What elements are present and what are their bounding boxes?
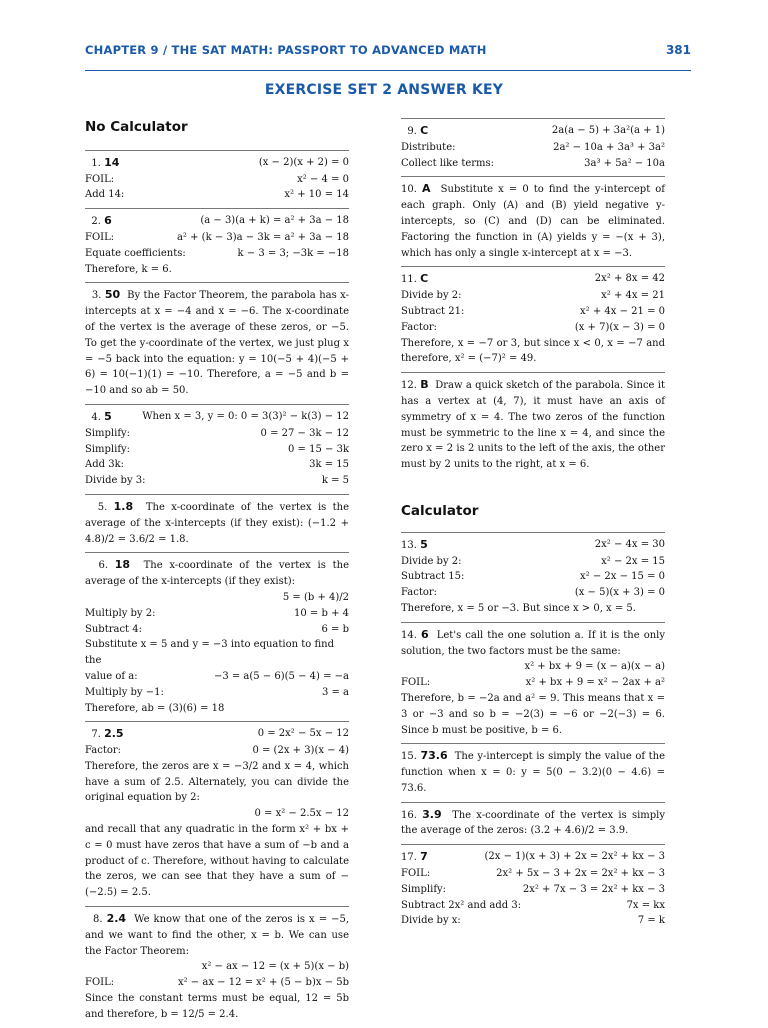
answer-value: 5: [104, 409, 112, 423]
answer-13: 13. 5 2x² − 4x = 30 Divide by 2: x² − 2x = 15 Subtract 15: x² − 2x − 15 = 0 Factor: (x − 5)(x + 3) = 0 Therefore, x = 5 or −3. But since x > 0, x = 5.: [401, 532, 665, 622]
answer-value: 6: [104, 214, 112, 228]
answer-11: 11. C 2x² + 8x = 42 Divide by 2: x² + 4x = 21 Subtract 21: x² + 4x − 21 = 0 Factor: (x + 7)(x − 3) = 0 Therefore, x = −7 or 3, but since x < 0, x = −7 and therefore, x² = (−7)² = 49.: [401, 266, 665, 372]
section-heading-calculator: Calculator: [401, 502, 479, 519]
chapter-title: CHAPTER 9 / THE SAT MATH: PASSPORT TO ADVANCED MATH: [85, 43, 487, 57]
section-heading-no-calculator: No Calculator: [85, 119, 188, 135]
answer-value: 5: [420, 537, 428, 551]
answer-value: A: [421, 182, 431, 196]
answer-8: 8. 2.4 We know that one of the zeros is x = −5, and we want to find the other, x = b. We can use the Factor Theorem: x² − ax − 12 = (x + 5)(x − b) FOIL: x² − ax − 12 = x² + (5 − b)x − 5b Since the constant terms must be equal, 12 = 5b and therefore, b = 12/5 = 2.4.: [85, 906, 349, 1028]
answer-2: 2. 6 (a − 3)(a + k) = a² + 3a − 18 FOIL: a² + (k − 3)a − 3k = a² + 3a − 18 Equate coefficients: k − 3 = 3; −3k = −18 Therefore, k = 6.: [85, 208, 349, 282]
answer-4: 4. 5 When x = 3, y = 0: 0 = 3(3)² − k(3) − 12 Simplify: 0 = 27 − 3k − 12 Simplify: 0 = 15 − 3k Add 3k: 3k = 15 Divide by 3: k = 5: [85, 404, 349, 494]
answer-value: 7: [420, 850, 428, 864]
answer-value: 6: [420, 627, 429, 641]
answer-5: 5. 1.8 The x-coordinate of the vertex is the average of the x-intercepts (if they exist): (−1.2 + 4.8)/2 = 3.6/2 = 1.8.: [85, 494, 349, 552]
answer-value: 2.4: [106, 912, 127, 926]
running-header: [85, 38, 691, 71]
answer-value: C: [420, 124, 429, 137]
left-column: [85, 118, 349, 1028]
answer-1: 1. 14 (x − 2)(x + 2) = 0 FOIL: x² − 4 = 0 Add 14: x² + 10 = 14: [85, 150, 349, 208]
answer-17: 17. 7 (2x − 1)(x + 3) + 2x = 2x² + kx − 3 FOIL: 2x² + 5x − 3 + 2x = 2x² + kx − 3 Simplify: 2x² + 7x − 3 = 2x² + kx − 3 Subtract 2x² and add 3: 7x = kx Divide by x: 7 = k: [401, 844, 665, 934]
page-number: 381: [665, 43, 691, 57]
page-title: EXERCISE SET 2 ANSWER KEY: [264, 82, 504, 98]
answer-9: 9. C 2a(a − 5) + 3a²(a + 1) Distribute: 2a² − 10a + 3a³ + 3a² Collect like terms: 3a³ + 5a² − 10a: [401, 118, 665, 176]
answer-7: 7. 2.5 0 = 2x² − 5x − 12 Factor: 0 = (2x + 3)(x − 4) Therefore, the zeros are x = −3/2 and x = 4, which have a sum of 2.5. Alternately, you can divide the original equation by 2: 0 = x² − 2.5x − 12 and recall that any quadratic in the form x² + bx + c = 0 must have zeros that have a sum of −b and a product of c. Therefore, without having to calculate the zeros, we can see that they have a sum of −(−2.5) = 2.5.: [85, 721, 349, 906]
answer-14: 14. 6 Let's call the one solution a. If it is the only solution, the two factors must be the same: x² + bx + 9 = (x − a)(x − a) FOIL: x² + bx + 9 = x² − 2ax + a² Therefore, b = −2a and a² = 9. This means that x = 3 or −3 and so b = −2(3) = −6 or −2(−3) = 6. Since b must be positive, b = 6.: [401, 622, 665, 744]
answer-value: 3.9: [422, 807, 442, 821]
answer-value: 14: [104, 155, 120, 169]
answer-16: 16. 3.9 The x-coordinate of the vertex is simply the average of the zeros: (3.2 + 4.6)/2 = 3.9.: [401, 802, 665, 845]
answer-12: 12. B Draw a quick sketch of the parabola. Since it has a vertex at (4, 7), it must have an axis of symmetry of x = 4. The two zeros of the function must be symmetric to the line x = 4, and since the zero x = 2 is 2 units to the left of the axis, the other must by 2 units to the right, at x = 6.: [401, 372, 665, 478]
answer-value: 18: [114, 558, 131, 572]
answer-6: 6. 18 The x-coordinate of the vertex is the average of the x-intercepts (if they exist): 5 = (b + 4)/2 Multiply by 2: 10 = b + 4 Subtract 4: 6 = b Substitute x = 5 and y = −3 into equation to find the value of a: −3 = a(5 − 6)(5 − 4) = −a Multiply by −1: 3 = a Therefore, ab = (3)(6) = 18: [85, 552, 349, 721]
answer-value: 1.8: [113, 499, 134, 513]
answer-10: 10. A Substitute x = 0 to find the y-intercept of each graph. Only (A) and (B) yield negative y-intercepts, so (C) and (D) can be eliminated. Factoring the function in (A) yields y = −(x + 3), which has only a single x-intercept at x = −3.: [401, 176, 665, 266]
answer-15: 15. 73.6 The y-intercept is simply the value of the function when x = 0: y = 5(0 − 3.2)(0 − 4.6) = 73.6.: [401, 743, 665, 801]
answer-value: C: [420, 272, 429, 286]
answer-value: 50: [104, 288, 121, 302]
answer-3: 3. 50 By the Factor Theorem, the parabola has x-intercepts at x = −4 and x = −6. The x-coordinate of the vertex is the average of these zeros, or −5. To get the y-coordinate of the vertex, we just plug x = −5 back into the equation: y = 10(−5 + 4)(−5 + 6) = 10(−1)(1) = −10. Therefore, a = −5 and b = −10 and so ab = 50.: [85, 282, 349, 404]
answer-value: 2.5: [104, 727, 124, 741]
right-column: [401, 118, 665, 934]
answer-value: B: [420, 378, 429, 392]
answer-value: 73.6: [420, 749, 448, 763]
